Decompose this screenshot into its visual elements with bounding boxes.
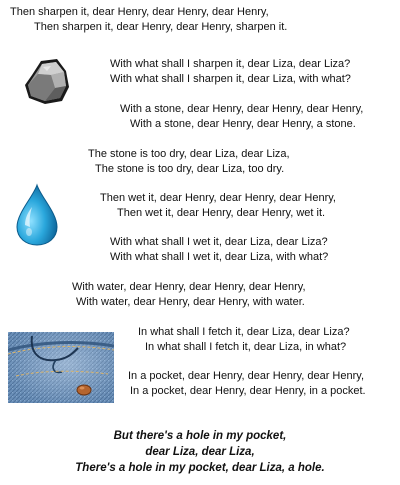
verse-7-line-2: With water, dear Henry, dear Henry, with water. — [76, 296, 305, 308]
verse-4-line-2: The stone is too dry, dear Liza, too dry. — [95, 163, 285, 175]
verse-7-line-1: With water, dear Henry, dear Henry, dear Henry, — [72, 281, 306, 293]
jeans-pocket-image — [8, 332, 114, 403]
verse-2-line-1: With what shall I sharpen it, dear Liza, dear Liza? — [110, 58, 351, 70]
verse-1-line-1: Then sharpen it, dear Henry, dear Henry, dear Henry, — [10, 6, 269, 18]
closing-line-3: There's a hole in my pocket, dear Liza, a hole. — [75, 462, 325, 474]
verse-6-line-1: With what shall I wet it, dear Liza, dear Liza? — [110, 236, 328, 248]
verse-9-line-2: In a pocket, dear Henry, dear Henry, in a pocket. — [130, 385, 366, 397]
closing-line-1: But there's a hole in my pocket, — [113, 430, 287, 442]
verse-6-line-2: With what shall I wet it, dear Liza, with what? — [110, 251, 329, 263]
closing-line-2: dear Liza, dear Liza, — [145, 446, 255, 458]
verse-3-line-2: With a stone, dear Henry, dear Henry, a stone. — [130, 118, 356, 130]
verse-2-line-2: With what shall I sharpen it, dear Liza, with what? — [110, 73, 351, 85]
water-drop-image — [15, 183, 59, 247]
verse-5-line-1: Then wet it, dear Henry, dear Henry, dear Henry, — [100, 192, 336, 204]
verse-8-line-1: In what shall I fetch it, dear Liza, dear Liza? — [138, 326, 350, 338]
stone-image — [23, 55, 71, 107]
verse-5-line-2: Then wet it, dear Henry, dear Henry, wet it. — [117, 207, 326, 219]
verse-1-line-2: Then sharpen it, dear Henry, dear Henry, sharpen it. — [34, 21, 288, 33]
verse-9-line-1: In a pocket, dear Henry, dear Henry, dear Henry, — [128, 370, 365, 382]
verse-8-line-2: In what shall I fetch it, dear Liza, in what? — [145, 341, 347, 353]
verse-3-line-1: With a stone, dear Henry, dear Henry, dear Henry, — [120, 103, 364, 115]
verse-4-line-1: The stone is too dry, dear Liza, dear Liza, — [88, 148, 290, 160]
